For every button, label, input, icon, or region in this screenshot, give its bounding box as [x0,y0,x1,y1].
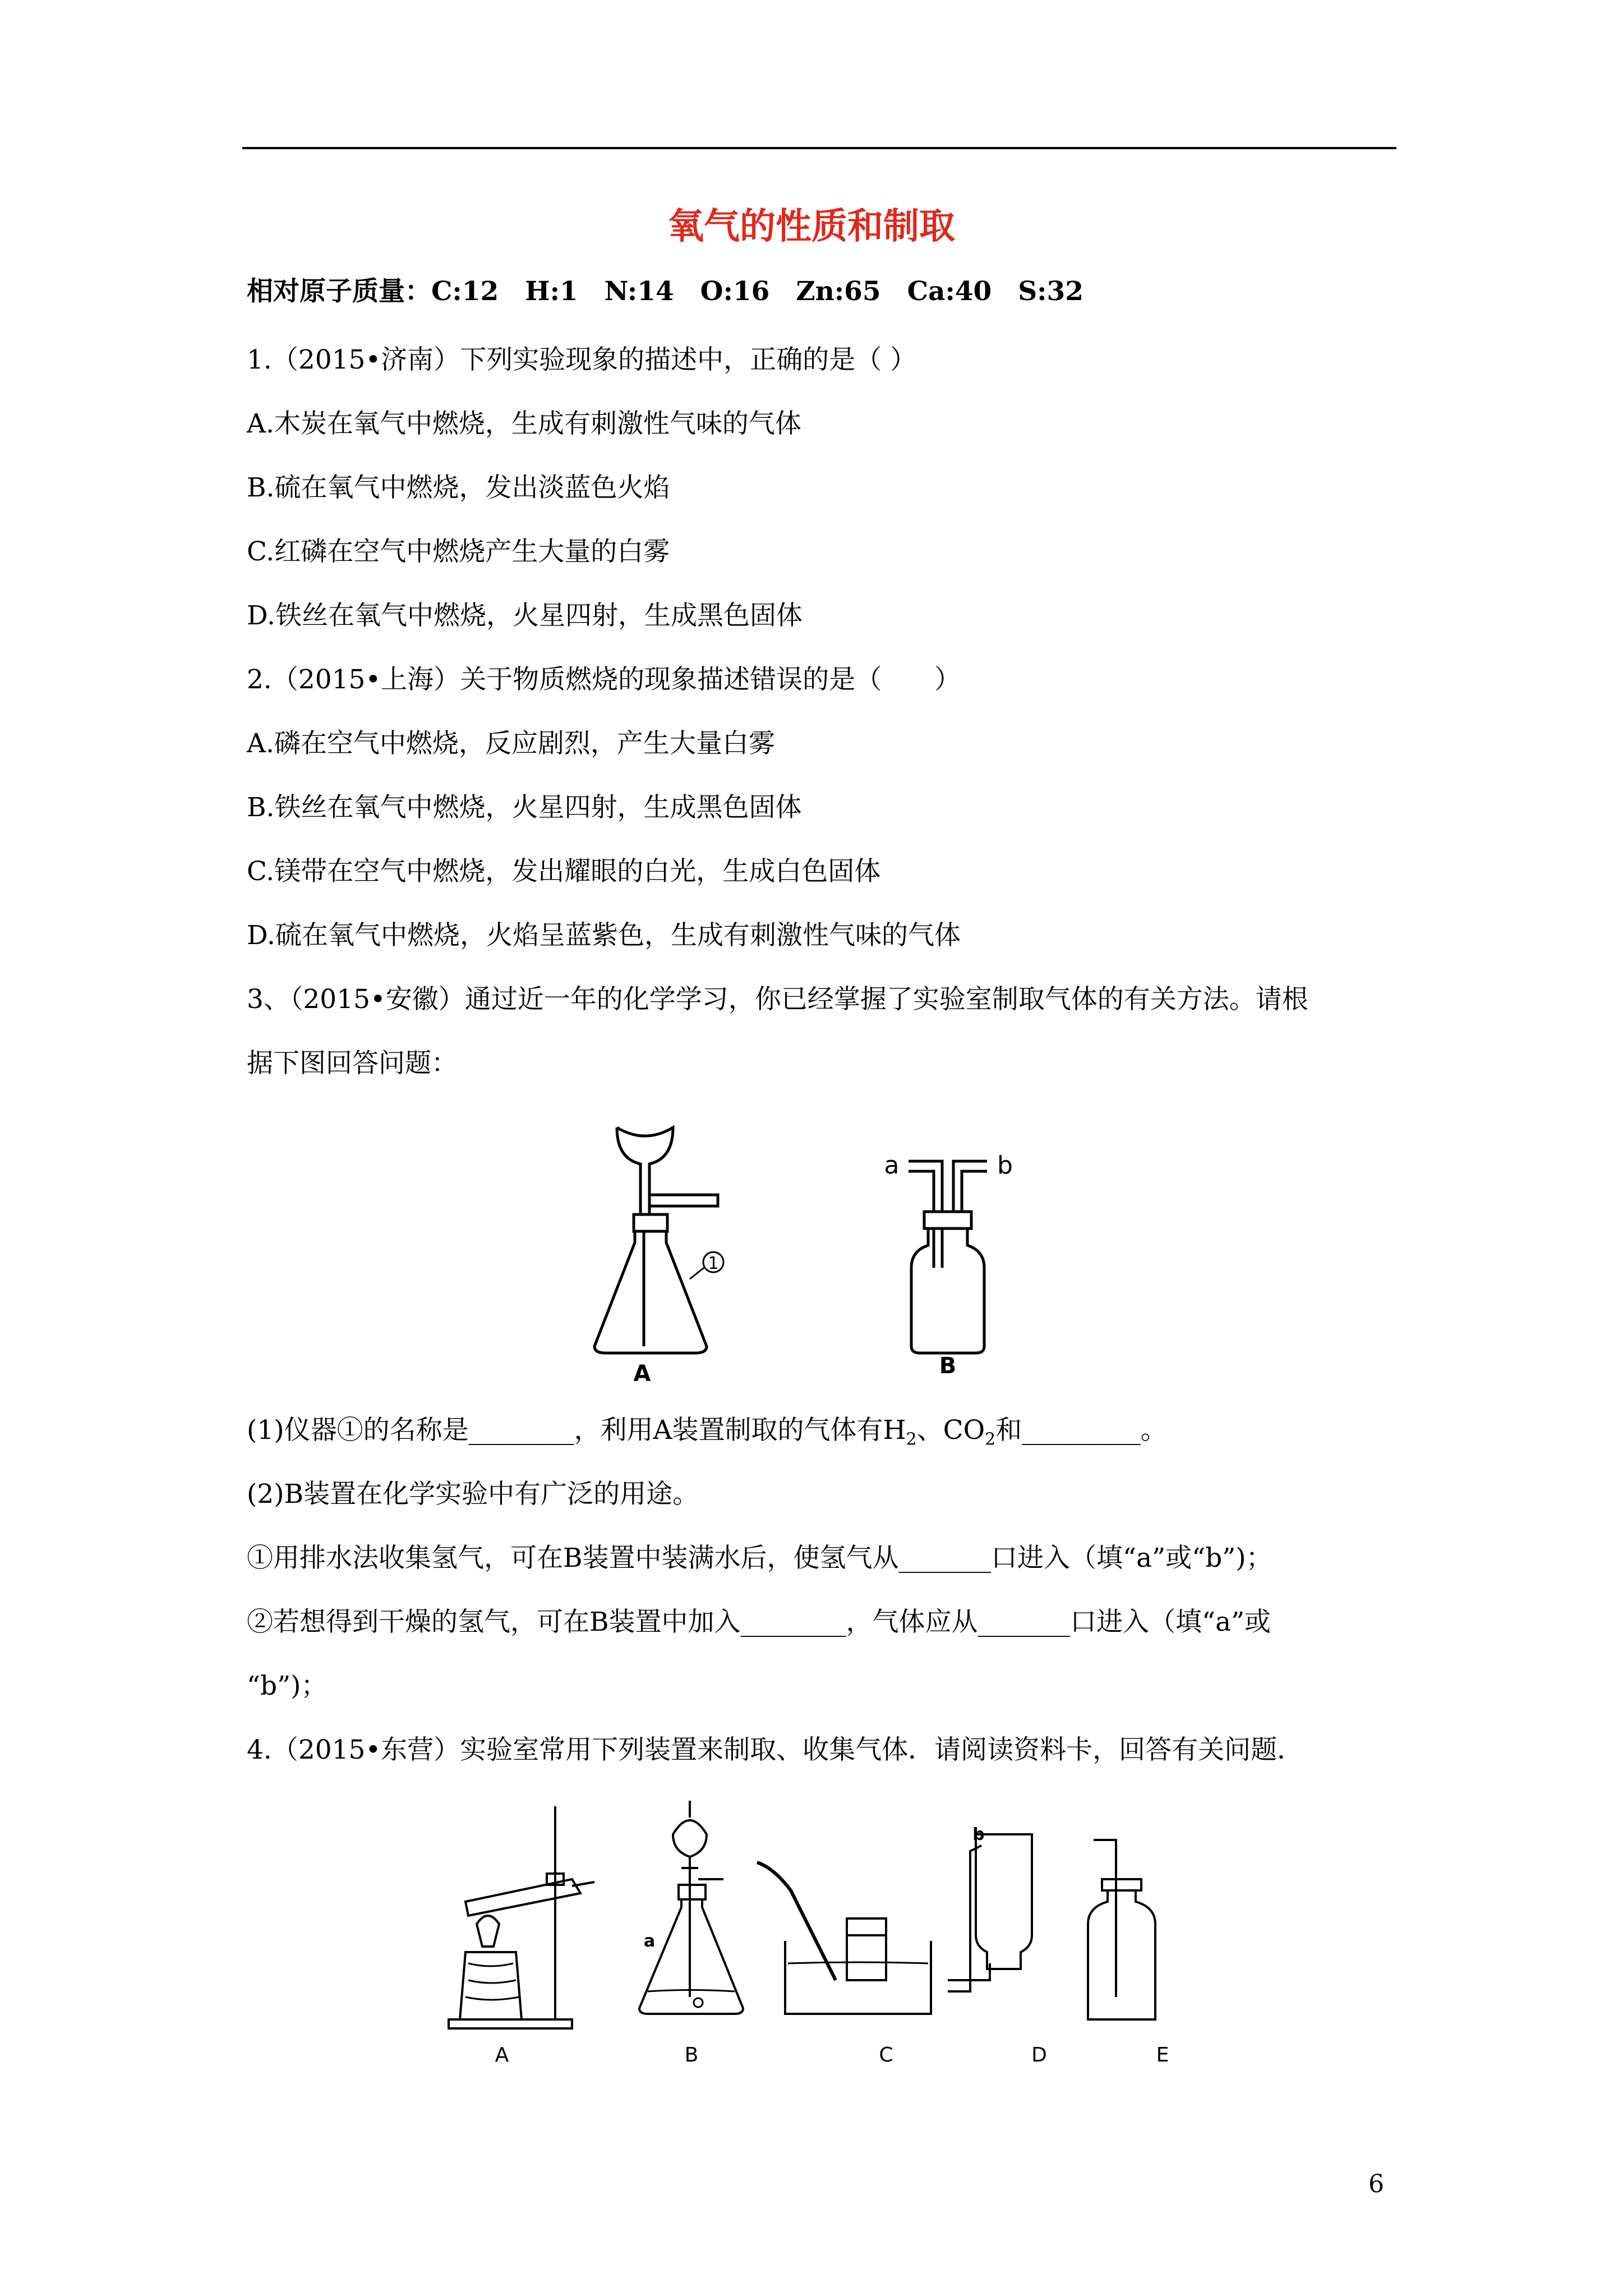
q3-sub1-pre: (1)仪器①的名称是________，利用A装置制取的气体有H [247,1415,906,1446]
q3-sub1 [247,1414,1167,1456]
subscript-2: 2 [906,1429,917,1450]
q3-sub2: (2)B装置在化学实验中有广泛的用途。 [247,1479,699,1510]
apparatus-a-heating [449,1806,594,2028]
header-rule [242,147,1396,149]
page-title: 氧气的性质和制取 [668,205,955,247]
q4-label-c: C [879,2044,893,2067]
q4-label-a: A [495,2044,509,2067]
q3-sub1-post: 和_________。 [995,1415,1167,1446]
figure-label-b-upper: B [939,1353,957,1379]
q1-option-d: D.铁丝在氧气中燃烧，火星四射，生成黑色固体 [247,600,803,631]
q4-label-e: E [1156,2044,1169,2067]
q3-sub2-2-line2: “b”)； [247,1671,328,1701]
apparatus-c-water-trough [757,1862,931,2014]
q4-tube-label-a: a [643,1931,656,1951]
q3-sub1-mid: 、CO [916,1415,985,1446]
apparatus-b-bottle [909,1161,987,1353]
tube-label-b: b [997,1151,1013,1180]
page-number: 6 [1368,2170,1384,2198]
subscript-2-co2: 2 [985,1429,996,1450]
q3-stem-line2: 据下图回答问题： [247,1048,458,1079]
q4-stem: 4.（2015•东营）实验室常用下列装置来制取、收集气体．请阅读资料卡，回答有关问题． [247,1734,1304,1765]
q4-tube-label-b: b [972,1825,985,1844]
q4-label-d: D [1031,2044,1047,2067]
q2-option-d: D.硫在氧气中燃烧，火焰呈蓝紫色，生成有刺激性气味的气体 [247,920,961,951]
q2-stem: 2.（2015•上海）关于物质燃烧的现象描述错误的是（ ） [247,664,961,695]
apparatus-d-inverted-bottle [948,1834,1032,1991]
circled-label-1: 1 [708,1254,719,1273]
q2-option-b: B.铁丝在氧气中燃烧，火星四射，生成黑色固体 [247,792,802,823]
q1-option-c: C.红磷在空气中燃烧产生大量的白雾 [247,536,670,567]
apparatus-e-bottle [1088,1840,1155,2019]
q1-option-b: B.硫在氧气中燃烧，发出淡蓝色火焰 [247,472,670,503]
apparatus-b-generator [639,1801,743,2014]
q2-option-c: C.镁带在空气中燃烧，发出耀眼的白光，生成白色固体 [247,856,881,887]
q4-apparatus-figure [443,1795,1217,2076]
figure-label-a-upper: A [633,1361,651,1387]
q4-label-b: B [684,2044,699,2067]
q2-option-a: A.磷在空气中燃烧，反应剧烈，产生大量白雾 [247,728,775,759]
apparatus-a-flask [594,1128,723,1353]
tube-label-a: a [884,1151,900,1180]
q3-stem-line1: 3、（2015•安徽）通过近一年的化学学习，你已经掌握了实验室制取气体的有关方法。请根 [247,984,1308,1015]
q1-stem: 1.（2015•济南）下列实验现象的描述中，正确的是（ ） [247,344,917,375]
q1-option-a: A.木炭在氧气中燃烧，生成有刺激性气味的气体 [247,408,801,439]
q3-apparatus-figure [583,1111,1077,1391]
q3-sub2-2-line1: ②若想得到干燥的氢气，可在B装置中加入________，气体应从_______口进入（填“a”或 [247,1607,1271,1637]
q3-sub2-1: ①用排水法收集氢气，可在B装置中装满水后，使氢气从_______口进入（填“a”或“b”)； [247,1543,1272,1573]
atomic-masses: 相对原子质量：C:12 H:1 N:14 O:16 Zn:65 Ca:40 S:32 [247,276,1083,307]
